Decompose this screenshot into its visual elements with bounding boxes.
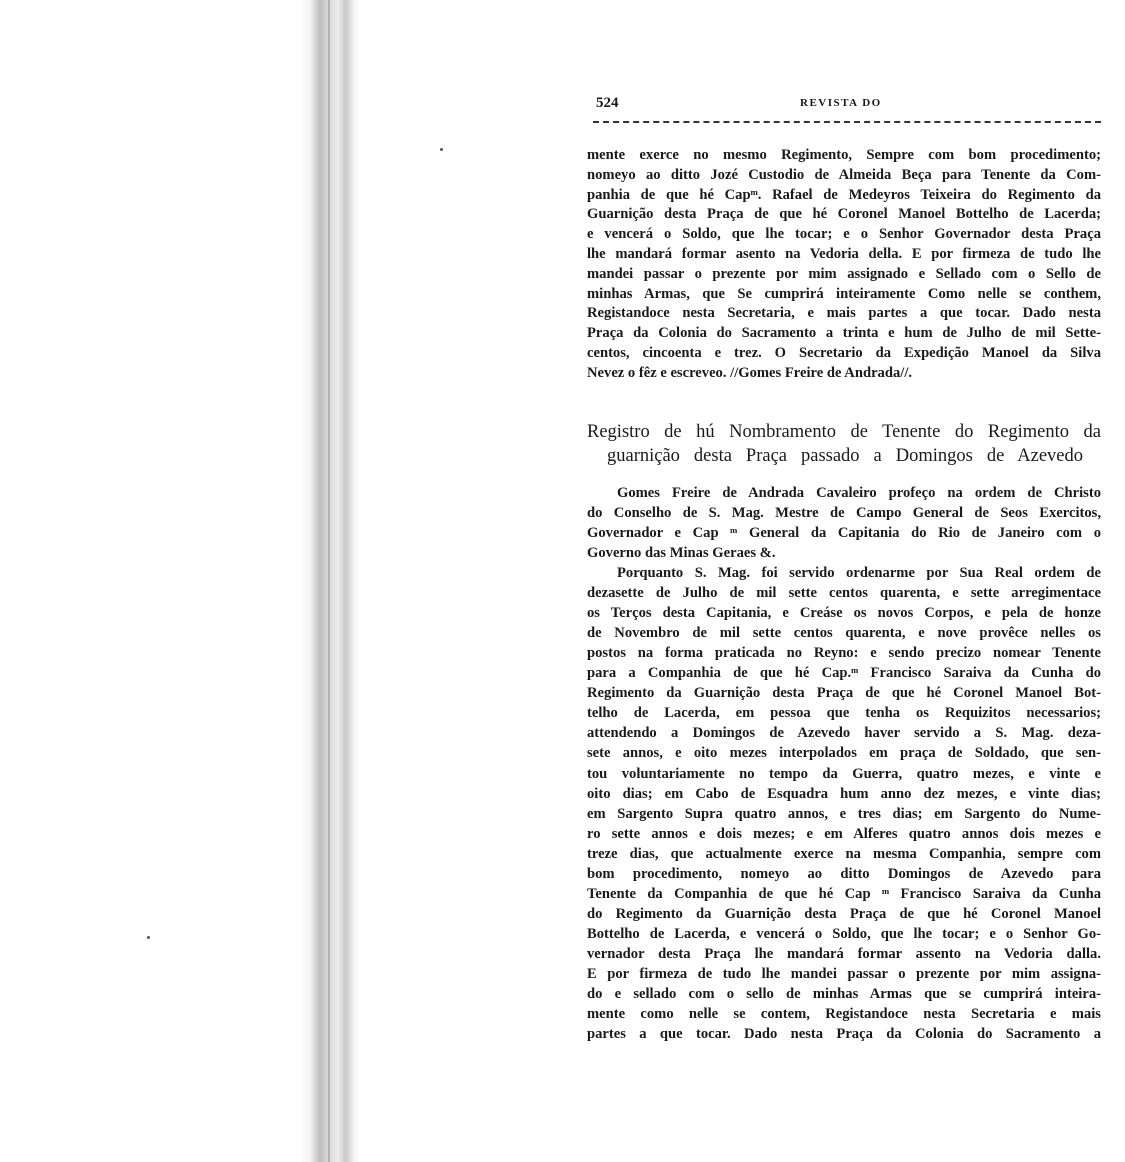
binding-gutter-shadow xyxy=(300,0,360,1162)
text-line: Tenente da Companhia de que hé Cap ᵐ Francisco Saraiva da Cunha xyxy=(587,885,1101,902)
text-line: Bottelho de Lacerda, e vencerá o Soldo, que lhe tocar; e o Senhor Go- xyxy=(587,925,1101,942)
text-line: mandei passar o prezente por mim assignado e Sellado com o Sello de xyxy=(587,265,1101,282)
text-line: Praça da Colonia do Sacramento a trinta e hum de Julho de mil Sette- xyxy=(587,325,1101,342)
text-line: Governador e Cap ᵐ General da Capitania do Rio de Janeiro com o xyxy=(587,525,1101,542)
text-line: telho de Lacerda, em pessoa que tenha os Requizitos necessarios; xyxy=(587,705,1101,722)
header-rule xyxy=(593,121,1101,123)
scan-speck xyxy=(147,936,150,939)
page-number: 524 xyxy=(596,95,619,111)
text-line: Nevez o fêz e escreveo. //Gomes Freire de Andrada//. xyxy=(587,364,913,381)
text-line: panhia de que hé Capᵐ. Rafael de Medeyros Teixeira do Regimento da xyxy=(587,186,1101,203)
text-line: oito dias; em Cabo de Esquadra hum anno dez mezes, e vinte dias; xyxy=(587,785,1101,802)
text-line: mente exerce no mesmo Regimento, Sempre com bom procedimento; xyxy=(587,147,1101,163)
text-line: Governo das Minas Geraes &. xyxy=(587,545,776,562)
text-line: partes a que tocar. Dado nesta Praça da Colonia do Sacramento a xyxy=(587,1026,1101,1043)
text-line: Registandoce nesta Secretaria, e mais partes a que tocar. Dado nesta xyxy=(587,305,1101,322)
text-line: dezasette de Julho de mil sette centos quarenta, e sette arregimentace xyxy=(587,585,1101,602)
text-line: vernador desta Praça lhe mandará formar assento na Vedoria dalla. xyxy=(587,945,1101,962)
text-line: Guarnição desta Praça de que hé Coronel Manoel Bottelho de Lacerda; xyxy=(587,206,1101,223)
text-line: em Sargento Supra quatro annos, e tres dias; em Sargento do Nume- xyxy=(587,805,1101,822)
text-line: do Conselho de S. Mag. Mestre de Campo General de Seos Exercitos, xyxy=(587,505,1101,522)
text-line: bom procedimento, nomeyo ao ditto Domingos de Azevedo para xyxy=(587,865,1101,882)
text-line: E por firmeza de tudo lhe mandei passar o prezente por mim assigna- xyxy=(587,966,1101,982)
scan-speck xyxy=(440,148,443,151)
text-line: lhe mandará formar asento na Vedoria della. E por firmeza de tudo lhe xyxy=(587,246,1101,262)
text-line: minhas Armas, que Se cumprirá inteiramente Como nelle se conthem, xyxy=(587,285,1101,302)
text-line: attendendo a Domingos de Azevedo haver servido a S. Mag. deza- xyxy=(587,725,1101,742)
text-line: para a Companhia de que hé Cap.ᵐ Francisco Saraiva da Cunha do xyxy=(587,665,1101,682)
text-line: centos, cincoenta e trez. O Secretario da Expedição Manoel da Silva xyxy=(587,345,1101,361)
binding-gutter-line xyxy=(328,0,330,1162)
section-heading-line: Registro de hú Nombramento de Tenente do Regimento da xyxy=(587,422,1101,442)
text-line: do Regimento da Guarnição desta Praça de que hé Coronel Manoel xyxy=(587,905,1101,922)
text-line: tou voluntariamente no tempo da Guerra, quatro mezes, e vinte e xyxy=(587,765,1101,782)
running-title: REVISTA DO xyxy=(800,97,882,109)
text-line: postos na forma praticada no Reyno: e sendo precizo nomear Tenente xyxy=(587,645,1101,662)
text-line: mente como nelle se contem, Registandoce nesta Secretaria e mais xyxy=(587,1006,1101,1023)
text-line: Regimento da Guarnição desta Praça de que hé Coronel Manoel Bot- xyxy=(587,685,1101,702)
text-line: do e sellado com o sello de minhas Armas que se cumprirá inteira- xyxy=(587,986,1101,1003)
text-line: nomeyo ao ditto Jozé Custodio de Almeida Beça para Tenente da Com- xyxy=(587,166,1101,183)
text-line: e vencerá o Soldo, que lhe tocar; e o Senhor Governador desta Praça xyxy=(587,226,1101,243)
text-line: ro sette annos e dois mezes; e em Alferes quatro annos dois mezes e xyxy=(587,825,1101,842)
text-line: sete annos, e oito mezes interpolados em praça de Soldado, que sen- xyxy=(587,745,1101,762)
text-line: Gomes Freire de Andrada Cavaleiro profeço na ordem de Christo xyxy=(617,485,1101,501)
text-line: os Terços desta Capitania, e Creáse os novos Corpos, e pela de honze xyxy=(587,605,1101,622)
section-heading-line: guarnição desta Praça passado a Domingos de Azevedo xyxy=(607,446,1083,466)
text-line: Porquanto S. Mag. foi servido ordenarme por Sua Real ordem de xyxy=(617,565,1101,581)
text-line: treze dias, que actualmente exerce na mesma Companhia, sempre com xyxy=(587,845,1101,862)
text-line: de Novembro de mil sette centos quarenta, e nove provêce nelles os xyxy=(587,625,1101,642)
